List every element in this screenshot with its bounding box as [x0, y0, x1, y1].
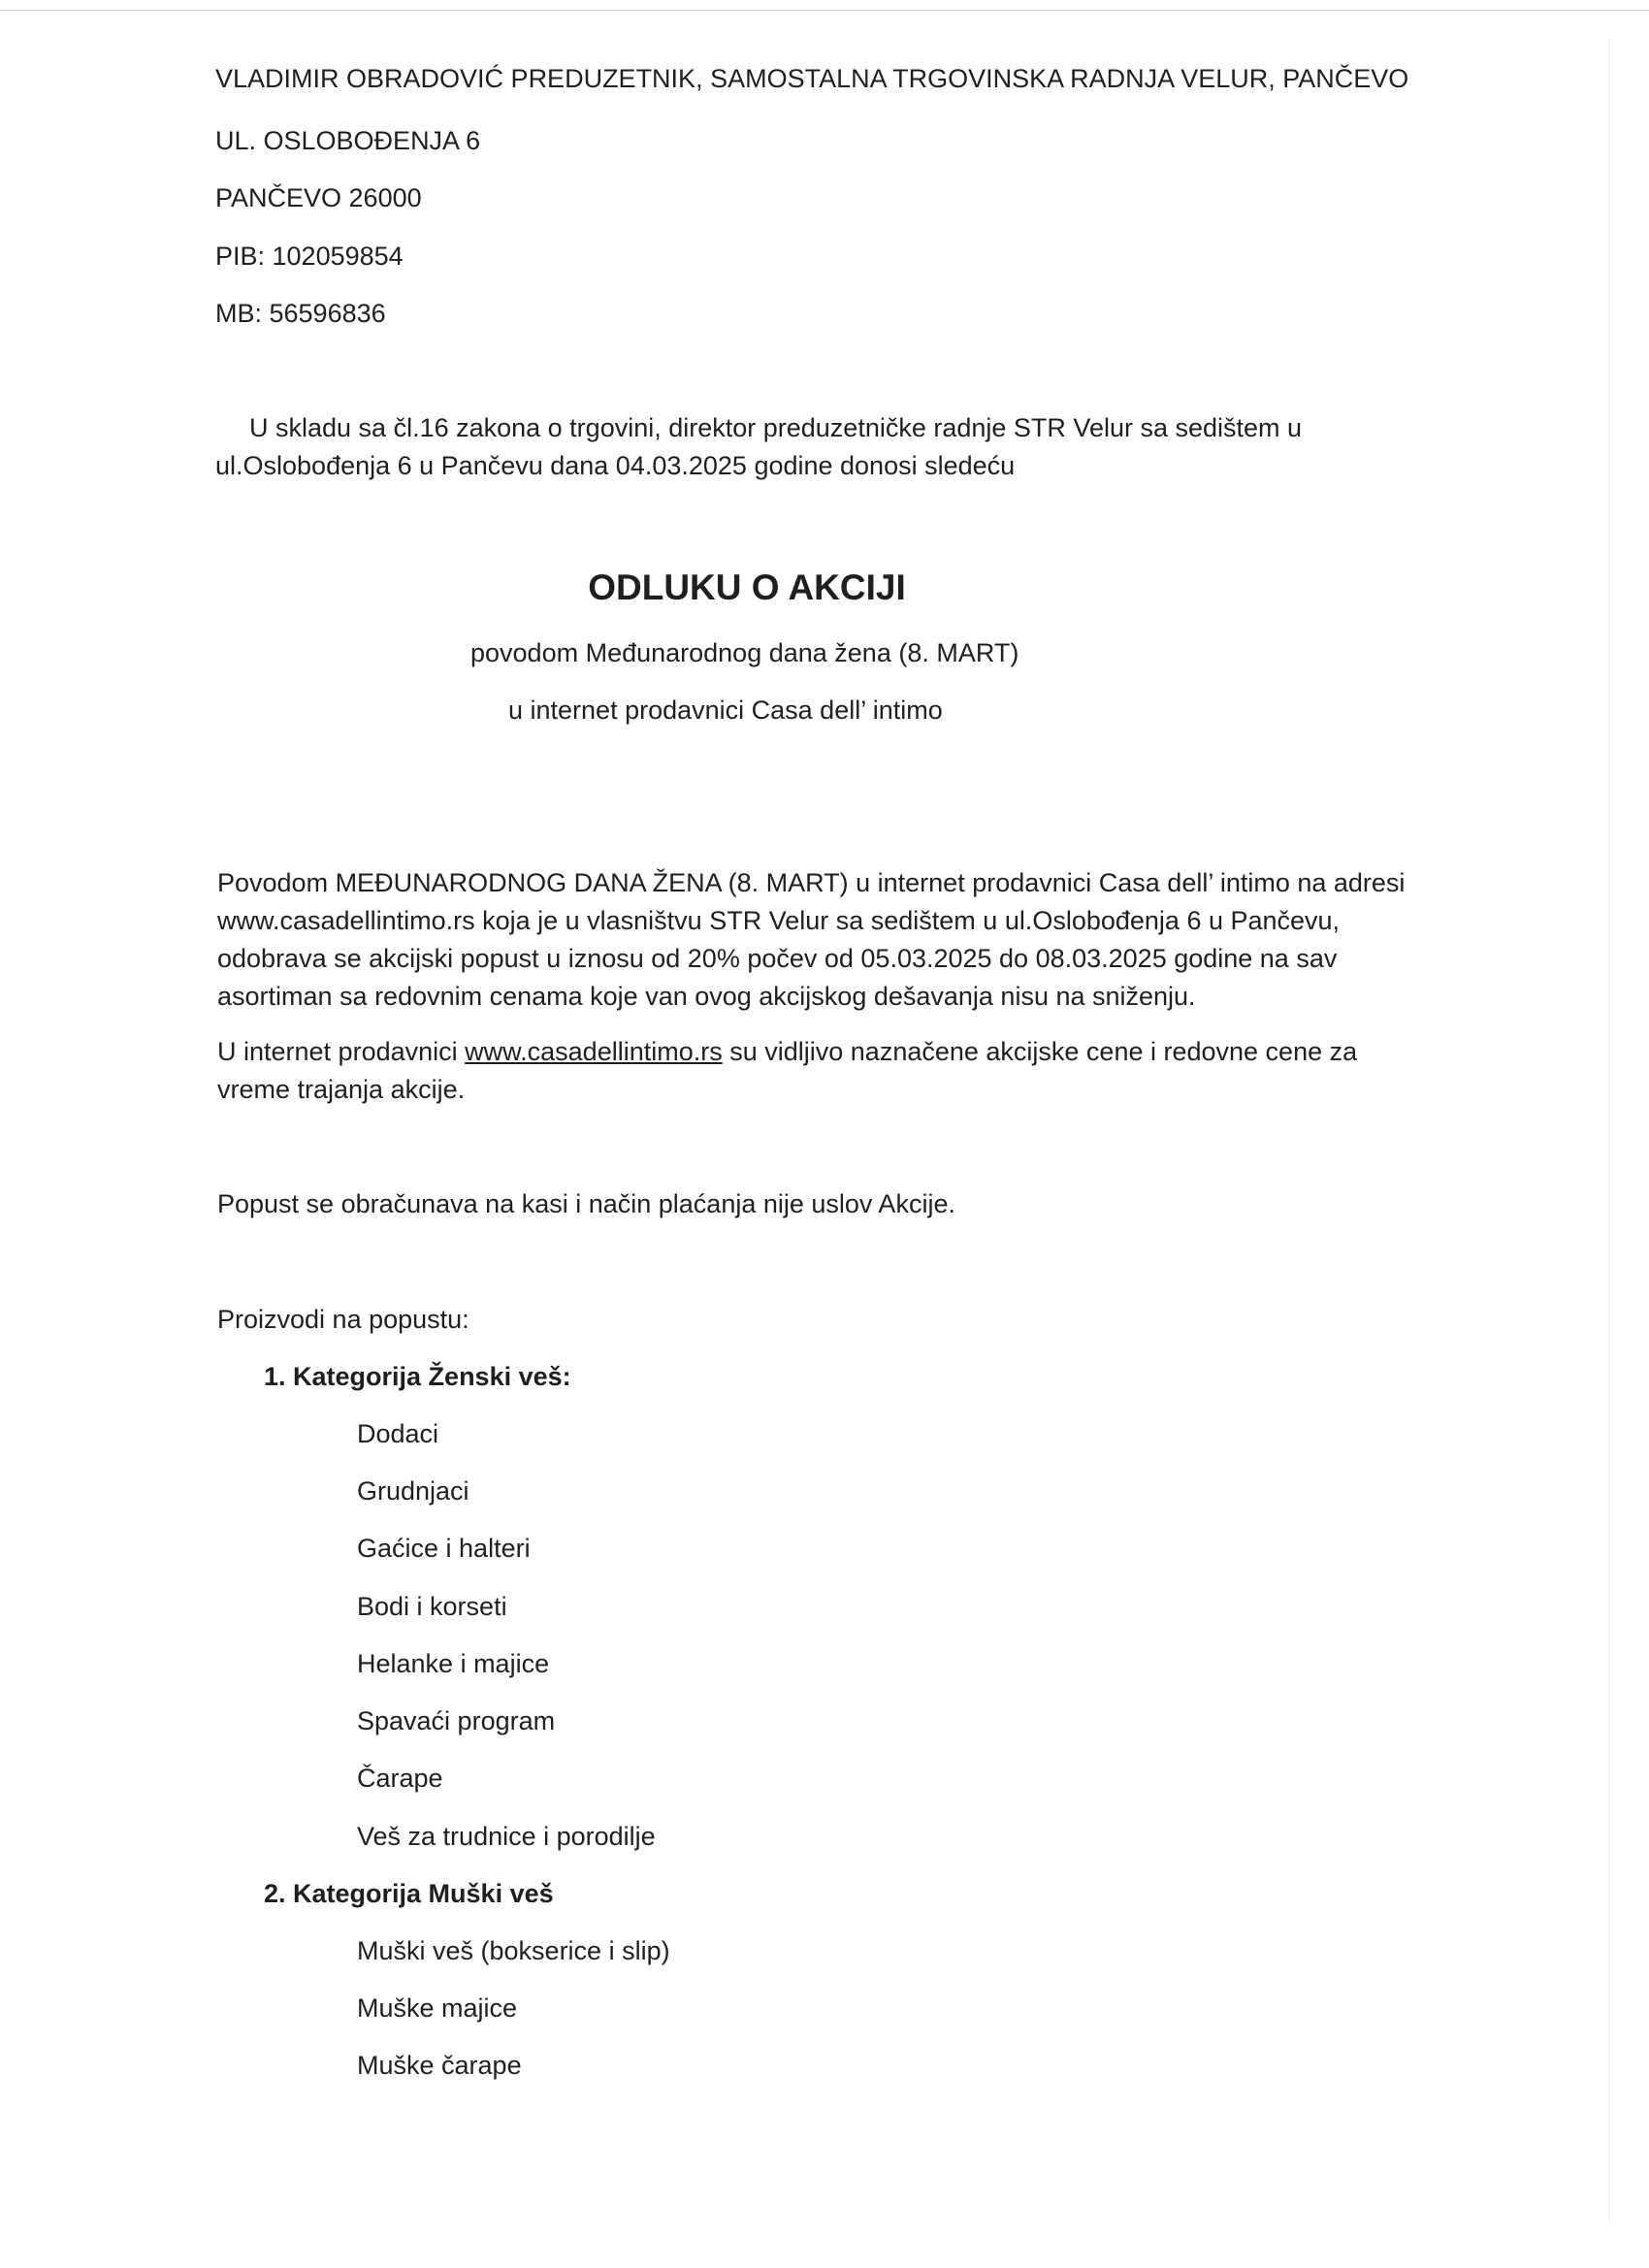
scan-edge-line — [1609, 39, 1610, 2221]
body-line-with-link — [217, 1033, 1357, 1071]
category-item: Muške čarape — [357, 2051, 522, 2080]
category-item: Grudnjaci — [357, 1476, 469, 1506]
body-line: Popust se obračunava na kasi i način plaćanja nije uslov Akcije. — [217, 1189, 955, 1218]
company-city: PANČEVO 26000 — [215, 183, 422, 212]
body-line: odobrava se akcijski popust u iznosu od 20% počev od 05.03.2025 do 08.03.2025 godine na sav — [217, 944, 1338, 973]
category-item: Helanke i majice — [357, 1649, 550, 1678]
category-item: Veš za trudnice i porodilje — [357, 1822, 656, 1851]
category-item: Bodi i korseti — [357, 1592, 507, 1621]
decision-subtitle: u internet prodavnici Casa dell’ intimo — [508, 696, 943, 725]
body-text: U internet prodavnici — [217, 1037, 466, 1066]
category-heading: 1. Kategorija Ženski veš: — [264, 1362, 571, 1391]
category-item: Dodaci — [357, 1419, 439, 1448]
body-line: Povodom MEĐUNARODNOG DANA ŽENA (8. MART) u internet prodavnici Casa dell’ intimo na adresi — [217, 868, 1406, 897]
intro-line: U skladu sa čl.16 zakona o trgovini, direktor preduzetničke radnje STR Velur sa sedištem u — [249, 413, 1303, 442]
body-line: vreme trajanja akcije. — [217, 1075, 466, 1104]
products-heading: Proizvodi na popustu: — [217, 1305, 469, 1334]
company-street: UL. OSLOBOĐENJA 6 — [215, 126, 481, 155]
scan-edge-line — [0, 10, 1649, 11]
body-text: su vidljivo naznačene akcijske cene i redovne cene za — [722, 1037, 1358, 1066]
decision-subtitle: povodom Međunarodnog dana žena (8. MART) — [470, 638, 1019, 667]
company-pib: PIB: 102059854 — [215, 242, 404, 271]
company-mb: MB: 56596836 — [215, 299, 386, 328]
category-heading: 2. Kategorija Muški veš — [264, 1879, 554, 1908]
body-line: asortiman sa redovnim cenama koje van ovog akcijskog dešavanja nisu na sniženju. — [217, 982, 1196, 1011]
company-name: VLADIMIR OBRADOVIĆ PREDUZETNIK, SAMOSTALNA TRGOVINSKA RADNJA VELUR, PANČEVO — [215, 64, 1409, 93]
category-item: Gaćice i halteri — [357, 1534, 531, 1563]
decision-title: ODLUKU O AKCIJI — [588, 567, 906, 607]
body-line: www.casadellintimo.rs koja je u vlasništvu STR Velur sa sedištem u ul.Oslobođenja 6 u Pančevu, — [217, 906, 1341, 935]
category-item: Spavaći program — [357, 1706, 556, 1735]
intro-line: ul.Oslobođenja 6 u Pančevu dana 04.03.2025 godine donosi sledeću — [215, 451, 1016, 480]
category-item: Čarape — [357, 1764, 443, 1793]
category-item: Muški veš (bokserice i slip) — [357, 1936, 670, 1965]
website-link[interactable]: www.casadellintimo.rs — [465, 1037, 723, 1066]
category-item: Muške majice — [357, 1993, 518, 2023]
